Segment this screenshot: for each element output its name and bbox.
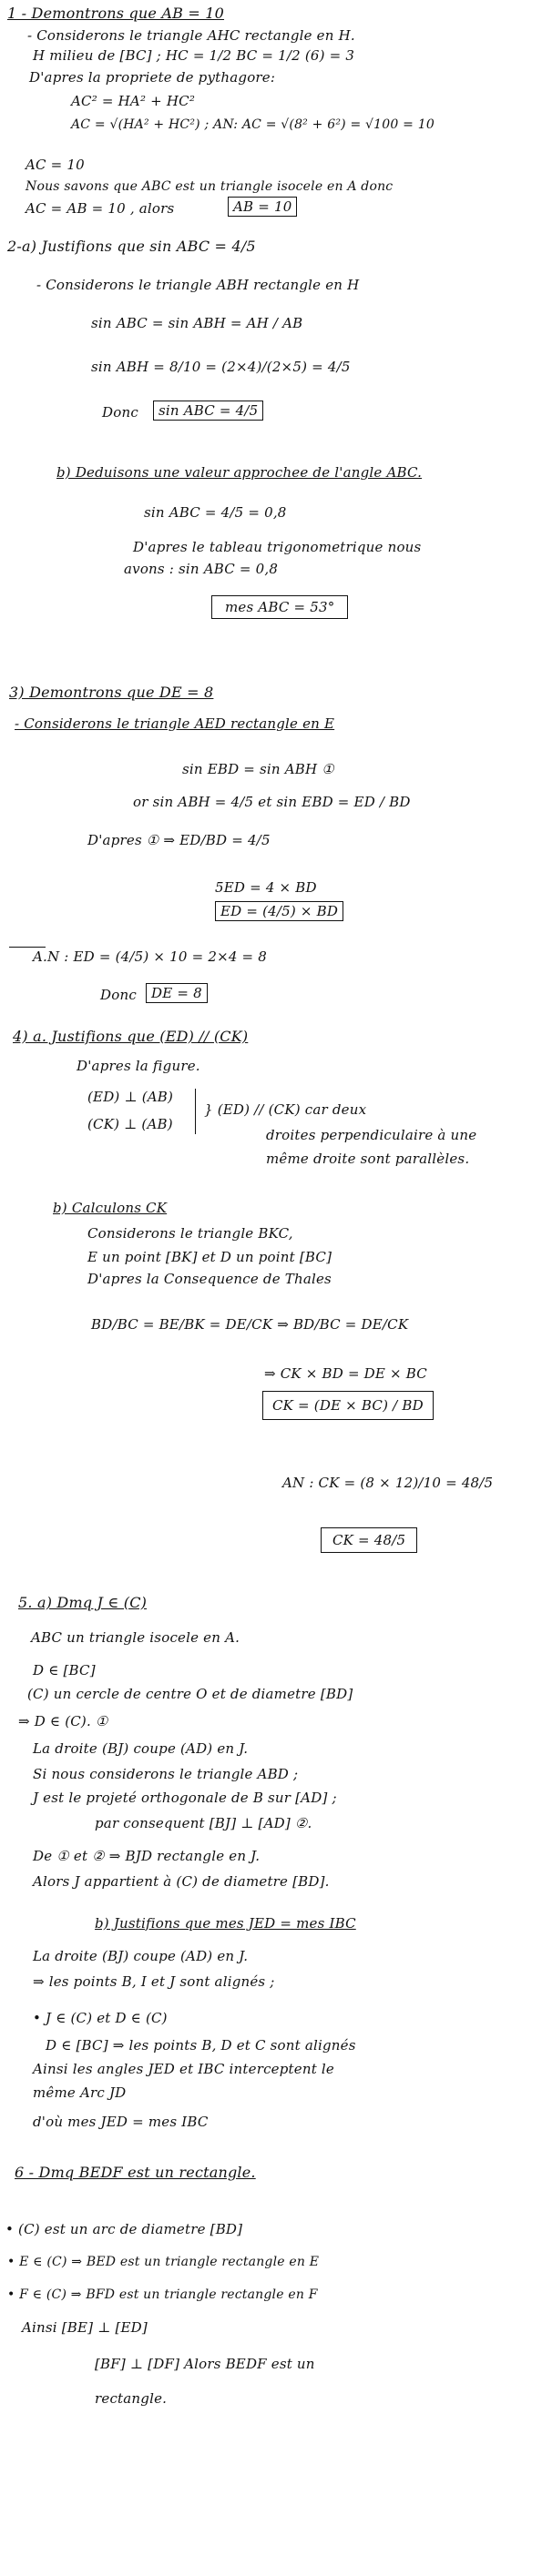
q4b-result: CK = 48/5	[321, 1527, 417, 1553]
q4a-line: même droite sont parallèles.	[266, 1151, 470, 1167]
q4b-line: D'apres la Consequence de Thales	[87, 1271, 332, 1287]
q4a-title: 4) a. Justifions que (ED) // (CK)	[13, 1028, 249, 1045]
q2b-line: sin ABC = 4/5 = 0,8	[144, 504, 287, 521]
q1-line: AC = √(HA² + HC²) ; AN: AC = √(8² + 6²) = √100 = 10	[71, 117, 435, 132]
q2a-line: Donc	[102, 404, 138, 421]
q5b-line: D ∈ [BC] ⇒ les points B, D et C sont alignés	[46, 2037, 356, 2054]
q4b-line: Considerons le triangle BKC,	[87, 1225, 293, 1242]
q1-line: AC = AB = 10 , alors	[26, 200, 175, 217]
q1-line: AC² = HA² + HC²	[71, 93, 196, 109]
q1-line: H milieu de [BC] ; HC = 1/2 BC = 1/2 (6) = 3	[33, 47, 355, 64]
q4a-line: droites perpendiculaire à une	[266, 1127, 477, 1143]
q5a-line: De ① et ② ⇒ BJD rectangle en J.	[33, 1848, 261, 1864]
q2a-line: - Considerons le triangle ABH rectangle en H	[36, 277, 360, 293]
q2b-line: avons : sin ABC = 0,8	[124, 561, 279, 577]
q5a-line: ABC un triangle isocele en A.	[31, 1629, 240, 1646]
brace-line	[195, 1089, 196, 1134]
q5b-title: b) Justifions que mes JED = mes IBC	[95, 1915, 356, 1932]
q3-boxed-formula: ED = (4/5) × BD	[215, 901, 343, 921]
q5b-line: ⇒ les points B, I et J sont alignés ;	[33, 1973, 275, 1990]
q5b-line: d'où mes JED = mes IBC	[33, 2114, 209, 2130]
q4a-line: D'apres la figure.	[77, 1058, 200, 1074]
q4a-line: } (ED) // (CK) car deux	[204, 1101, 367, 1118]
q5b-line: La droite (BJ) coupe (AD) en J.	[33, 1948, 249, 1964]
separator-line	[9, 947, 46, 948]
q6-line: • F ∈ (C) ⇒ BFD est un triangle rectangle en F	[7, 2287, 318, 2302]
q2a-line: sin ABH = 8/10 = (2×4)/(2×5) = 4/5	[91, 359, 351, 375]
q4b-line: AN : CK = (8 × 12)/10 = 48/5	[282, 1475, 494, 1491]
q2b-title: b) Deduisons une valeur approchee de l'angle ABC.	[56, 464, 423, 481]
q3-title: 3) Demontrons que DE = 8	[9, 684, 214, 701]
q3-line: D'apres ① ⇒ ED/BD = 4/5	[87, 832, 271, 848]
q1-result: AB = 10	[228, 197, 297, 217]
q4b-line: ⇒ CK × BD = DE × BC	[264, 1365, 427, 1382]
q3-line: A.N : ED = (4/5) × 10 = 2×4 = 8	[33, 948, 268, 965]
q4b-line: E un point [BK] et D un point [BC]	[87, 1249, 332, 1265]
q1-line: AC = 10	[26, 157, 85, 173]
q5b-line: même Arc JD	[33, 2084, 127, 2101]
q5b-line: • J ∈ (C) et D ∈ (C)	[33, 2010, 168, 2026]
q5a-line: Alors J appartient à (C) de diametre [BD].	[33, 1873, 330, 1890]
q5a-line: ⇒ D ∈ (C). ①	[18, 1713, 108, 1729]
q5a-title: 5. a) Dmq J ∈ (C)	[18, 1594, 148, 1611]
q1-line: Nous savons que ABC est un triangle isocele en A donc	[26, 179, 394, 194]
q6-line: rectangle.	[95, 2390, 168, 2407]
q1-title: 1 - Demontrons que AB = 10	[7, 5, 225, 22]
q1-line: - Considerons le triangle AHC rectangle en H.	[27, 27, 355, 44]
q6-line: [BF] ⊥ [DF] Alors BEDF est un	[95, 2356, 315, 2372]
q3-line: 5ED = 4 × BD	[215, 879, 317, 896]
q5a-line: (C) un cercle de centre O et de diametre [BD]	[27, 1686, 353, 1702]
q4b-title: b) Calculons CK	[53, 1200, 168, 1216]
q5a-line: J est le projeté orthogonale de B sur [AD] ;	[33, 1790, 337, 1806]
q6-title: 6 - Dmq BEDF est un rectangle.	[15, 2164, 256, 2181]
q4a-line: (CK) ⊥ (AB)	[87, 1116, 173, 1132]
q1-line: D'apres la propriete de pythagore:	[29, 69, 276, 86]
q2b-result: mes ABC = 53°	[211, 595, 348, 619]
q6-line: • E ∈ (C) ⇒ BED est un triangle rectangle en E	[7, 2255, 320, 2269]
q5a-line: La droite (BJ) coupe (AD) en J.	[33, 1740, 249, 1757]
q5b-line: Ainsi les angles JED et IBC interceptent le	[33, 2061, 334, 2077]
q2a-title: 2-a) Justifions que sin ABC = 4/5	[7, 238, 256, 255]
q5a-line: Si nous considerons le triangle ABD ;	[33, 1766, 299, 1782]
q5a-line: par consequent [BJ] ⊥ [AD] ②.	[95, 1815, 312, 1831]
q3-line: or sin ABH = 4/5 et sin EBD = ED / BD	[133, 794, 411, 810]
q3-line: - Considerons le triangle AED rectangle en E	[15, 715, 335, 732]
q6-line: Ainsi [BE] ⊥ [ED]	[22, 2319, 148, 2336]
q2a-result: sin ABC = 4/5	[153, 401, 263, 421]
q3-result: DE = 8	[146, 983, 208, 1003]
q4b-boxed-formula: CK = (DE × BC) / BD	[262, 1391, 434, 1420]
q2a-line: sin ABC = sin ABH = AH / AB	[91, 315, 303, 331]
q3-line: Donc	[100, 987, 137, 1003]
q6-line: • (C) est un arc de diametre [BD]	[5, 2221, 243, 2237]
q4a-line: (ED) ⊥ (AB)	[87, 1089, 174, 1105]
q2b-line: D'apres le tableau trigonometrique nous	[133, 539, 422, 555]
q3-line: sin EBD = sin ABH ①	[182, 761, 334, 777]
q5a-line: D ∈ [BC]	[33, 1662, 96, 1678]
q4b-line: BD/BC = BE/BK = DE/CK ⇒ BD/BC = DE/CK	[91, 1316, 409, 1333]
